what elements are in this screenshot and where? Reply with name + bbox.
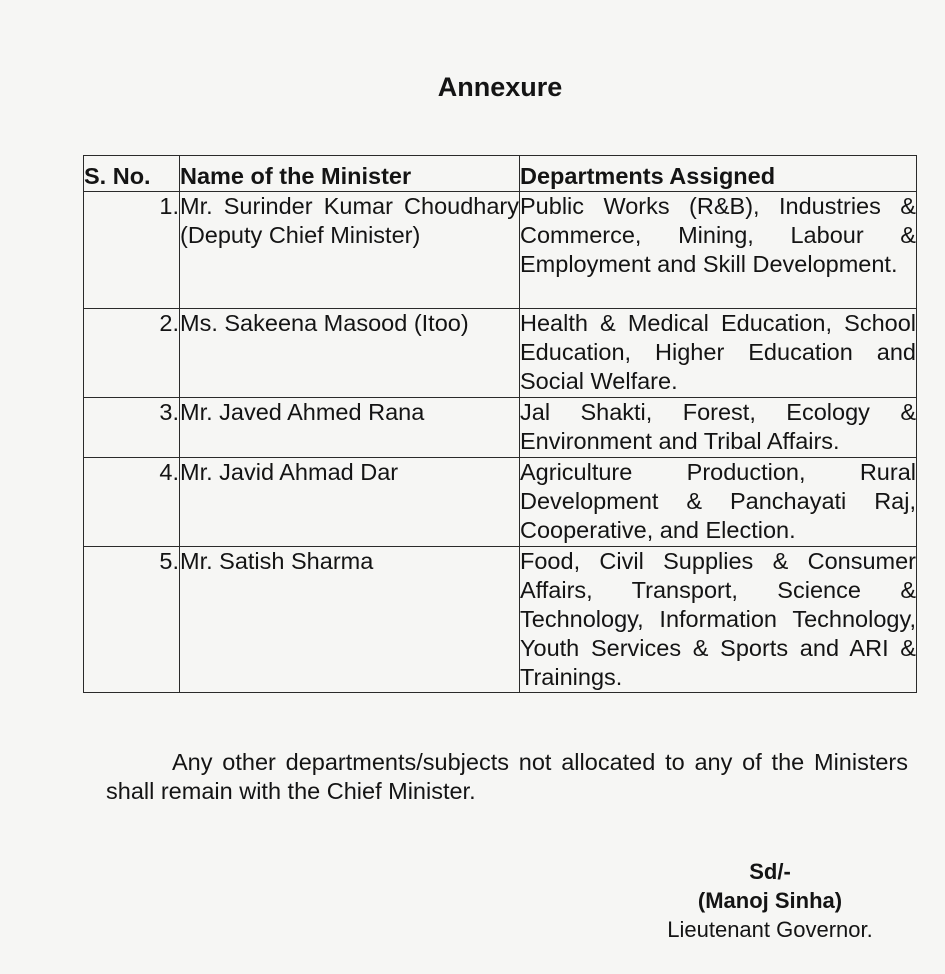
header-minister-name: Name of the Minister (180, 156, 520, 192)
ministers-table (83, 155, 917, 693)
row-departments: Health & Medical Education, School Education, Higher Education and Social Welfare. (520, 309, 917, 398)
row-departments: Public Works (R&B), Industries & Commerce, Mining, Labour & Employment and Skill Development. (520, 192, 917, 309)
table-row (84, 309, 917, 398)
table-row (84, 458, 917, 547)
header-departments: Departments Assigned (520, 156, 917, 192)
signatory-designation: Lieutenant Governor. (667, 917, 873, 942)
signature-sd: Sd/- (749, 859, 791, 884)
row-departments: Food, Civil Supplies & Consumer Affairs, Transport, Science & Technology, Information Technology, Youth Services & Sports and ARI & Trainings. (520, 547, 917, 693)
row-minister-name: Mr. Surinder Kumar Choudhary (Deputy Chief Minister) (180, 192, 520, 309)
signature-block (640, 857, 900, 944)
row-minister-name: Mr. Javed Ahmed Rana (180, 398, 520, 458)
row-sno: 2. (84, 309, 180, 398)
row-minister-name: Ms. Sakeena Masood (Itoo) (180, 309, 520, 398)
page-title: Annexure (437, 72, 563, 102)
row-sno: 3. (84, 398, 180, 458)
row-sno: 1. (84, 192, 180, 309)
residual-allocation-note: Any other departments/subjects not allocated to any of the Ministers shall remain with the Chief Minister. (106, 749, 908, 804)
row-minister-name: Mr. Satish Sharma (180, 547, 520, 693)
row-sno: 4. (84, 458, 180, 547)
table-header-row (84, 156, 917, 192)
row-departments: Agriculture Production, Rural Development & Panchayati Raj, Cooperative, and Election. (520, 458, 917, 547)
header-sno: S. No. (84, 156, 180, 192)
row-minister-name: Mr. Javid Ahmad Dar (180, 458, 520, 547)
row-sno: 5. (84, 547, 180, 693)
table-row (84, 398, 917, 458)
row-departments: Jal Shakti, Forest, Ecology & Environment and Tribal Affairs. (520, 398, 917, 458)
table-row (84, 547, 917, 693)
table-row (84, 192, 917, 309)
signatory-name: (Manoj Sinha) (697, 888, 843, 913)
